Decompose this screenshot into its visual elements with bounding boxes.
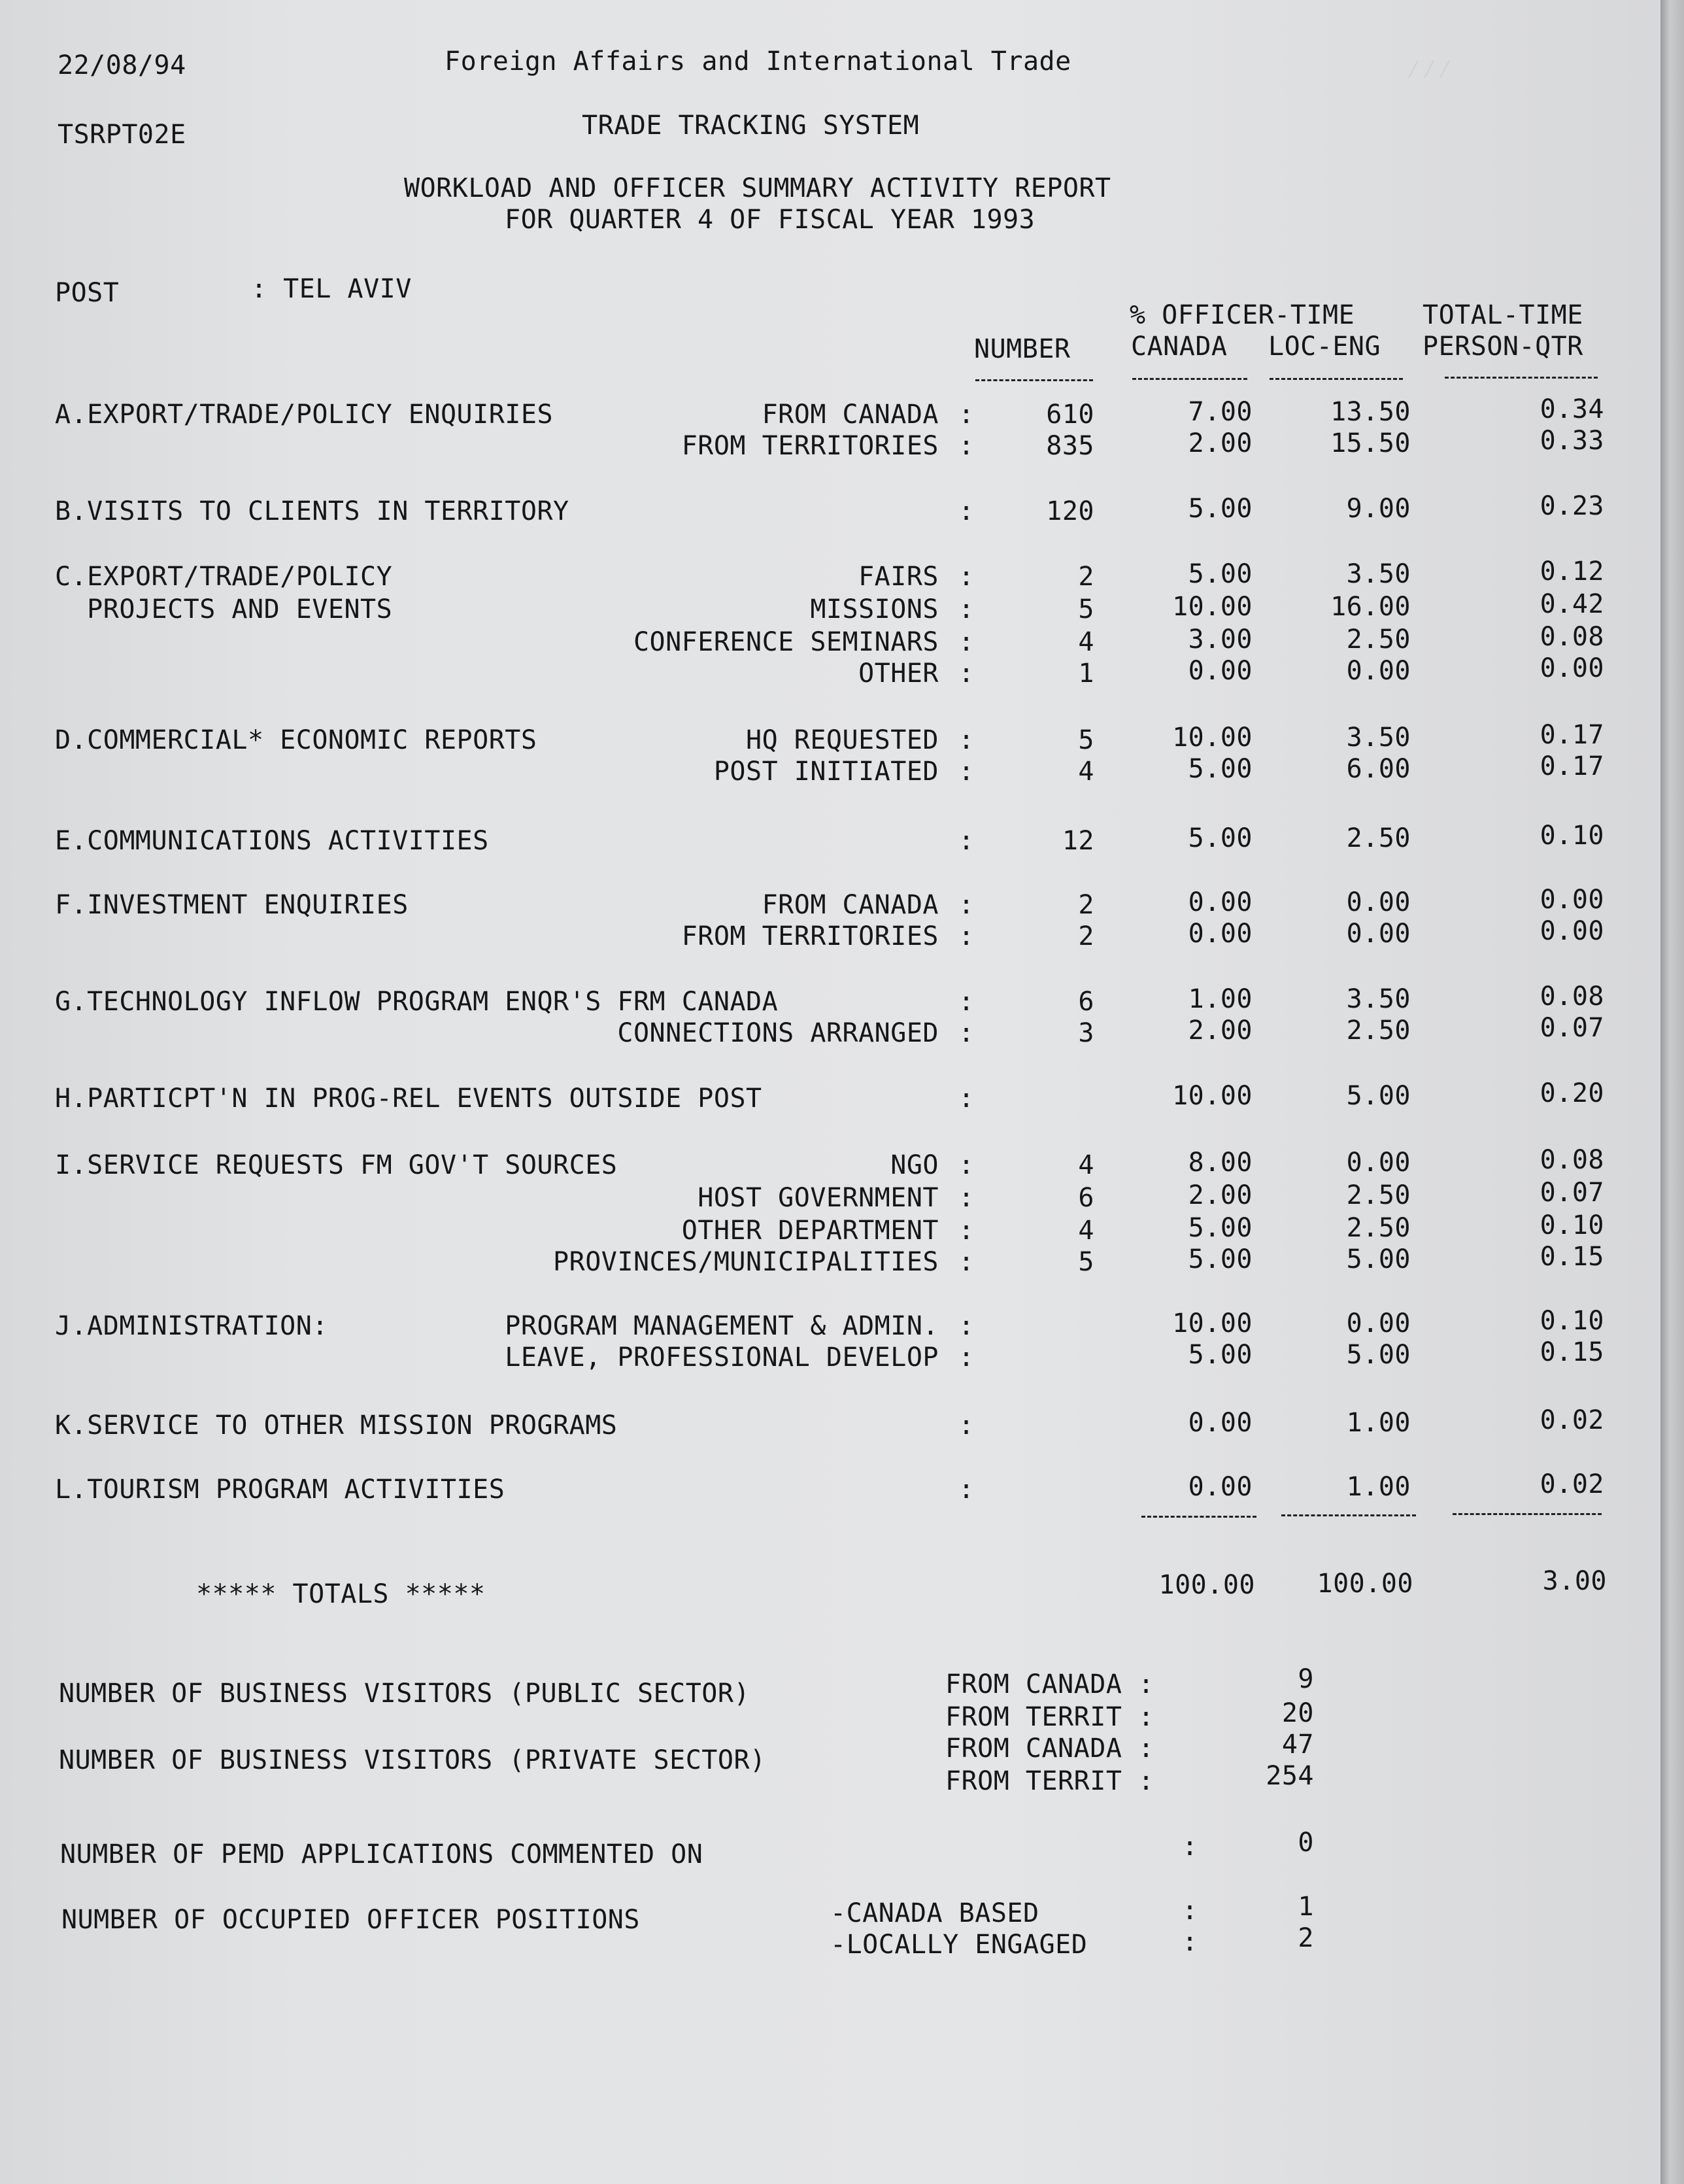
row-person-qtr: 0.07 — [1540, 1178, 1604, 1208]
private-from-territ-label: FROM TERRIT : — [945, 1766, 1154, 1796]
row-number: 835 — [1046, 431, 1094, 461]
public-from-territ-value: 20 — [1281, 1698, 1314, 1728]
row-loc-eng: 2.50 — [1346, 1015, 1411, 1046]
row-number: 2 — [1078, 562, 1094, 592]
header-underline — [1270, 378, 1403, 380]
row-person-qtr: 0.20 — [1540, 1078, 1604, 1108]
private-from-territ-value: 254 — [1266, 1761, 1314, 1791]
department-name: Foreign Affairs and International Trade — [445, 46, 1071, 77]
canada-based-colon: : — [1182, 1896, 1198, 1926]
row-sub-label: HQ REQUESTED — [746, 725, 939, 755]
public-from-canada-label: FROM CANADA : — [945, 1669, 1154, 1699]
row-loc-eng: 0.00 — [1346, 656, 1411, 686]
row-number: 6 — [1078, 987, 1094, 1017]
row-number: 4 — [1078, 757, 1094, 787]
row-number: 1 — [1078, 658, 1094, 689]
totals-underline — [1141, 1516, 1256, 1518]
row-colon: : — [958, 890, 975, 920]
row-canada: 5.00 — [1188, 1340, 1253, 1370]
totals-loc-eng: 100.00 — [1317, 1569, 1413, 1599]
row-sub-label: PROGRAM MANAGEMENT & ADMIN. — [505, 1311, 939, 1341]
row-loc-eng: 16.00 — [1330, 592, 1411, 622]
row-category-label: J.ADMINISTRATION: — [55, 1311, 328, 1341]
row-colon: : — [958, 1018, 975, 1048]
row-loc-eng: 5.00 — [1346, 1244, 1411, 1274]
row-number: 2 — [1078, 921, 1094, 951]
row-canada: 10.00 — [1172, 592, 1253, 622]
row-number: 6 — [1078, 1183, 1094, 1213]
post-value: : TEL AVIV — [251, 274, 412, 304]
row-canada: 5.00 — [1188, 823, 1253, 853]
row-category-label: D.COMMERCIAL* ECONOMIC REPORTS — [55, 725, 537, 755]
row-person-qtr: 0.17 — [1540, 751, 1604, 781]
row-loc-eng: 2.50 — [1346, 1213, 1411, 1243]
system-name: TRADE TRACKING SYSTEM — [582, 111, 920, 141]
row-category-label: C.EXPORT/TRADE/POLICY — [55, 562, 393, 592]
row-person-qtr: 0.00 — [1540, 653, 1604, 683]
row-colon: : — [958, 1216, 975, 1246]
row-number: 5 — [1078, 725, 1094, 755]
person-qtr-header: PERSON-QTR — [1423, 332, 1583, 362]
row-sub-label: OTHER DEPARTMENT — [681, 1216, 939, 1246]
row-person-qtr: 0.34 — [1540, 394, 1604, 424]
row-category-label: I.SERVICE REQUESTS FM GOV'T SOURCES — [55, 1150, 618, 1180]
row-canada: 5.00 — [1188, 559, 1253, 589]
header-underline — [975, 379, 1093, 381]
report-subtitle: FOR QUARTER 4 OF FISCAL YEAR 1993 — [505, 205, 1036, 235]
pemd-colon: : — [1182, 1832, 1198, 1862]
row-loc-eng: 2.50 — [1346, 823, 1411, 853]
post-label: POST — [55, 278, 120, 308]
locally-engaged-value: 2 — [1298, 1923, 1314, 1953]
row-loc-eng: 0.00 — [1346, 887, 1411, 917]
row-number: 120 — [1046, 496, 1094, 526]
row-person-qtr: 0.15 — [1540, 1242, 1604, 1272]
row-canada: 5.00 — [1188, 494, 1253, 524]
row-person-qtr: 0.10 — [1540, 1210, 1604, 1240]
row-canada: 0.00 — [1188, 1472, 1253, 1502]
row-colon: : — [958, 987, 975, 1017]
row-canada: 10.00 — [1172, 1308, 1253, 1339]
public-from-territ-label: FROM TERRIT : — [945, 1702, 1154, 1732]
row-number: 4 — [1078, 1216, 1094, 1246]
row-loc-eng: 3.50 — [1346, 559, 1411, 589]
row-sub-label: FAIRS — [858, 562, 939, 592]
row-person-qtr: 0.33 — [1540, 426, 1604, 456]
row-person-qtr: 0.10 — [1540, 821, 1604, 851]
row-sub-label: LEAVE, PROFESSIONAL DEVELOP — [505, 1342, 939, 1373]
row-category-label: F.INVESTMENT ENQUIRIES — [55, 890, 409, 920]
row-person-qtr: 0.23 — [1540, 491, 1604, 521]
row-number: 610 — [1046, 400, 1094, 430]
row-canada: 2.00 — [1188, 1180, 1253, 1210]
row-loc-eng: 2.50 — [1346, 1180, 1411, 1210]
row-canada: 10.00 — [1172, 1081, 1253, 1111]
row-sub-label: HOST GOVERNMENT — [698, 1183, 939, 1213]
row-category-label: L.TOURISM PROGRAM ACTIVITIES — [55, 1475, 505, 1505]
row-loc-eng: 5.00 — [1346, 1081, 1411, 1111]
row-loc-eng: 1.00 — [1346, 1408, 1411, 1438]
row-number: 4 — [1078, 1150, 1094, 1180]
row-person-qtr: 0.02 — [1540, 1469, 1604, 1499]
row-loc-eng: 13.50 — [1330, 397, 1411, 427]
row-colon: : — [958, 594, 975, 624]
row-colon: : — [958, 1475, 975, 1505]
row-canada: 5.00 — [1188, 754, 1253, 784]
row-sub-label: FROM TERRITORIES — [681, 921, 939, 951]
row-sub-label: CONNECTIONS ARRANGED — [617, 1018, 939, 1048]
page-edge — [1660, 0, 1684, 2184]
row-person-qtr: 0.00 — [1540, 885, 1604, 915]
row-loc-eng: 0.00 — [1346, 1308, 1411, 1339]
officer-time-header: % OFFICER-TIME — [1130, 300, 1355, 330]
total-time-header: TOTAL-TIME — [1423, 300, 1583, 330]
totals-person-qtr: 3.00 — [1542, 1566, 1607, 1596]
row-loc-eng: 1.00 — [1346, 1472, 1411, 1502]
row-category-label: PROJECTS AND EVENTS — [55, 594, 393, 624]
row-colon: : — [958, 431, 975, 461]
canada-based-label: -CANADA BASED — [830, 1898, 1039, 1928]
row-number: 12 — [1062, 826, 1094, 856]
report-id: TSRPT02E — [58, 120, 186, 150]
totals-label: ***** TOTALS ***** — [196, 1579, 486, 1609]
row-sub-label: FROM TERRITORIES — [681, 431, 939, 461]
public-visitors-label: NUMBER OF BUSINESS VISITORS (PUBLIC SECTOR) — [59, 1679, 750, 1709]
row-sub-label: MISSIONS — [810, 594, 939, 624]
row-canada: 10.00 — [1172, 723, 1253, 753]
row-person-qtr: 0.42 — [1540, 589, 1604, 619]
totals-underline — [1453, 1513, 1602, 1515]
row-canada: 7.00 — [1188, 397, 1253, 427]
row-colon: : — [958, 1183, 975, 1213]
bleed-through-mark: ⁄⁄⁄ — [1406, 54, 1453, 84]
row-category-label: K.SERVICE TO OTHER MISSION PROGRAMS — [55, 1410, 618, 1441]
row-person-qtr: 0.08 — [1540, 981, 1604, 1012]
pemd-label: NUMBER OF PEMD APPLICATIONS COMMENTED ON — [60, 1839, 703, 1869]
row-colon: : — [958, 725, 975, 755]
row-person-qtr: 0.08 — [1540, 622, 1604, 652]
row-loc-eng: 0.00 — [1346, 919, 1411, 949]
row-colon: : — [958, 627, 975, 657]
row-canada: 1.00 — [1188, 984, 1253, 1014]
row-number: 3 — [1078, 1018, 1094, 1048]
row-colon: : — [958, 1410, 975, 1441]
row-sub-label: OTHER — [858, 658, 939, 689]
row-colon: : — [958, 1342, 975, 1373]
header-underline — [1445, 377, 1598, 379]
row-person-qtr: 0.02 — [1540, 1405, 1604, 1435]
totals-underline — [1281, 1514, 1416, 1516]
row-colon: : — [958, 1247, 975, 1277]
row-colon: : — [958, 757, 975, 787]
row-loc-eng: 5.00 — [1346, 1340, 1411, 1370]
row-canada: 5.00 — [1188, 1244, 1253, 1274]
number-header: NUMBER — [974, 334, 1071, 364]
row-category-label: A.EXPORT/TRADE/POLICY ENQUIRIES — [55, 400, 554, 430]
row-colon: : — [958, 1311, 975, 1341]
row-colon: : — [958, 826, 975, 856]
row-colon: : — [958, 562, 975, 592]
canada-based-value: 1 — [1298, 1892, 1314, 1922]
row-canada: 0.00 — [1188, 656, 1253, 686]
row-person-qtr: 0.08 — [1540, 1145, 1604, 1175]
canada-header: CANADA — [1131, 332, 1228, 362]
private-from-canada-label: FROM CANADA : — [945, 1733, 1154, 1764]
row-loc-eng: 3.50 — [1346, 723, 1411, 753]
row-number: 5 — [1078, 1247, 1094, 1277]
pemd-value: 0 — [1298, 1828, 1314, 1858]
public-from-canada-value: 9 — [1298, 1664, 1314, 1694]
row-canada: 0.00 — [1188, 919, 1253, 949]
row-sub-label: FROM CANADA — [762, 400, 939, 430]
row-person-qtr: 0.00 — [1540, 916, 1604, 946]
row-canada: 2.00 — [1188, 1015, 1253, 1046]
row-canada: 3.00 — [1188, 624, 1253, 655]
row-sub-label: NGO — [890, 1150, 939, 1180]
private-visitors-label: NUMBER OF BUSINESS VISITORS (PRIVATE SECTOR) — [59, 1745, 766, 1775]
positions-label: NUMBER OF OCCUPIED OFFICER POSITIONS — [61, 1905, 640, 1935]
row-colon: : — [958, 1083, 975, 1114]
row-canada: 0.00 — [1188, 1408, 1253, 1438]
row-colon: : — [958, 921, 975, 951]
row-loc-eng: 2.50 — [1346, 624, 1411, 655]
row-sub-label: POST INITIATED — [713, 757, 939, 787]
row-person-qtr: 0.12 — [1540, 556, 1604, 587]
row-sub-label: CONFERENCE SEMINARS — [633, 627, 939, 657]
row-number: 4 — [1078, 627, 1094, 657]
row-sub-label: PROVINCES/MUNICIPALITIES — [553, 1247, 939, 1277]
loc-eng-header: LOC-ENG — [1268, 332, 1381, 362]
row-canada: 8.00 — [1188, 1148, 1253, 1178]
row-loc-eng: 9.00 — [1346, 494, 1411, 524]
row-number: 2 — [1078, 890, 1094, 920]
row-loc-eng: 6.00 — [1346, 754, 1411, 784]
locally-engaged-label: -LOCALLY ENGAGED — [830, 1930, 1088, 1960]
row-category-label: G.TECHNOLOGY INFLOW PROGRAM ENQR'S FRM CANADA — [55, 987, 779, 1017]
row-loc-eng: 3.50 — [1346, 984, 1411, 1014]
row-category-label: E.COMMUNICATIONS ACTIVITIES — [55, 826, 489, 856]
report-date: 22/08/94 — [58, 50, 186, 80]
row-number: 5 — [1078, 594, 1094, 624]
row-colon: : — [958, 496, 975, 526]
row-loc-eng: 15.50 — [1330, 428, 1411, 458]
row-sub-label: FROM CANADA — [762, 890, 939, 920]
row-colon: : — [958, 658, 975, 689]
private-from-canada-value: 47 — [1281, 1730, 1314, 1760]
row-person-qtr: 0.15 — [1540, 1337, 1604, 1367]
row-colon: : — [958, 400, 975, 430]
row-category-label: B.VISITS TO CLIENTS IN TERRITORY — [55, 496, 569, 526]
row-colon: : — [958, 1150, 975, 1180]
row-loc-eng: 0.00 — [1346, 1148, 1411, 1178]
report-title: WORKLOAD AND OFFICER SUMMARY ACTIVITY REPORT — [404, 173, 1111, 203]
row-person-qtr: 0.17 — [1540, 720, 1604, 750]
locally-engaged-colon: : — [1182, 1927, 1198, 1957]
row-canada: 2.00 — [1188, 428, 1253, 458]
row-category-label: H.PARTICPT'N IN PROG-REL EVENTS OUTSIDE POST — [55, 1083, 762, 1114]
header-underline — [1132, 378, 1247, 380]
row-person-qtr: 0.07 — [1540, 1013, 1604, 1043]
row-person-qtr: 0.10 — [1540, 1306, 1604, 1336]
totals-canada: 100.00 — [1158, 1570, 1255, 1600]
row-canada: 0.00 — [1188, 887, 1253, 917]
row-canada: 5.00 — [1188, 1213, 1253, 1243]
